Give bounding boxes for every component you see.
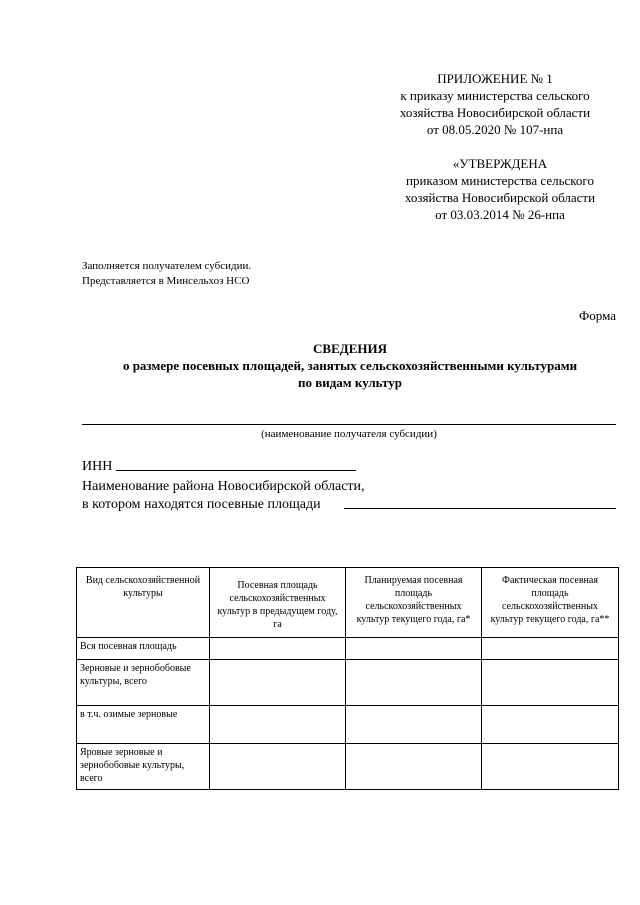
approved-line: от 03.03.2014 № 26-нпа (435, 207, 565, 222)
planned-area-cell[interactable] (346, 660, 482, 706)
prev-year-area-cell[interactable] (210, 660, 346, 706)
table-row (77, 638, 619, 660)
planned-area-cell[interactable] (346, 638, 482, 660)
actual-area-cell[interactable] (482, 638, 619, 660)
prev-year-area-cell[interactable] (210, 744, 346, 790)
title-main: СВЕДЕНИЯ (313, 341, 387, 356)
appendix-line: к приказу министерства сельского (400, 88, 590, 103)
recipient-hint: (наименование получателя субсидии) (261, 428, 437, 440)
crop-area-table (76, 567, 619, 790)
filled-by-note (82, 259, 251, 289)
appendix-line: от 08.05.2020 № 107-нпа (426, 122, 564, 137)
inn-label: ИНН (82, 459, 113, 474)
approved-line: хозяйства Новосибирской области (404, 190, 596, 205)
table-row (77, 744, 619, 790)
recipient-name-line[interactable] (82, 424, 616, 425)
approved-block (375, 155, 625, 223)
planned-area-cell[interactable] (346, 706, 482, 744)
planned-area-cell[interactable] (346, 744, 482, 790)
appendix-line: хозяйства Новосибирской области (399, 105, 591, 120)
row-label: Яровые зерновые и зернобобовые культуры, всего (77, 744, 210, 790)
region-field-line[interactable] (344, 508, 616, 509)
prev-year-area-cell[interactable] (210, 706, 346, 744)
filled-by-line: Представляется в Минсельхоз НСО (82, 275, 250, 287)
table-header-cell: Посевная площадь сельскохозяйственных культур в предыдущем году, га (210, 568, 346, 638)
region-label-line1: Наименование района Новосибирской области, (82, 479, 365, 494)
table-header-cell: Фактическая посевная площадь сельскохозяйственных культур текущего года, га** (482, 568, 619, 638)
approved-line: «УТВЕРЖДЕНА (452, 156, 548, 171)
approved-line: приказом министерства сельского (406, 173, 594, 188)
row-label: в т.ч. озимые зерновые (77, 706, 210, 744)
region-label-line2: в котором находятся посевные площади (82, 497, 321, 512)
actual-area-cell[interactable] (482, 744, 619, 790)
title-subtitle: о размере посевных площадей, занятых сельскохозяйственными культурами (122, 358, 578, 373)
table-header-cell: Планируемая посевная площадь сельскохозяйственных культур текущего года, га* (346, 568, 482, 638)
form-label: Форма (579, 308, 616, 323)
appendix-block (370, 70, 620, 138)
table-header-cell: Вид сельскохозяйственной культуры (77, 568, 210, 638)
table-row (77, 660, 619, 706)
actual-area-cell[interactable] (482, 706, 619, 744)
row-label: Зерновые и зернобобовые культуры, всего (77, 660, 210, 706)
table-header-row (77, 568, 619, 638)
filled-by-line: Заполняется получателем субсидии. (82, 260, 252, 272)
document-title (70, 340, 630, 391)
actual-area-cell[interactable] (482, 660, 619, 706)
title-subtitle: по видам культур (297, 375, 403, 390)
prev-year-area-cell[interactable] (210, 638, 346, 660)
inn-field-line[interactable] (116, 470, 356, 471)
row-label: Вся посевная площадь (77, 638, 210, 660)
table-row (77, 706, 619, 744)
appendix-line: ПРИЛОЖЕНИЕ № 1 (437, 71, 553, 86)
